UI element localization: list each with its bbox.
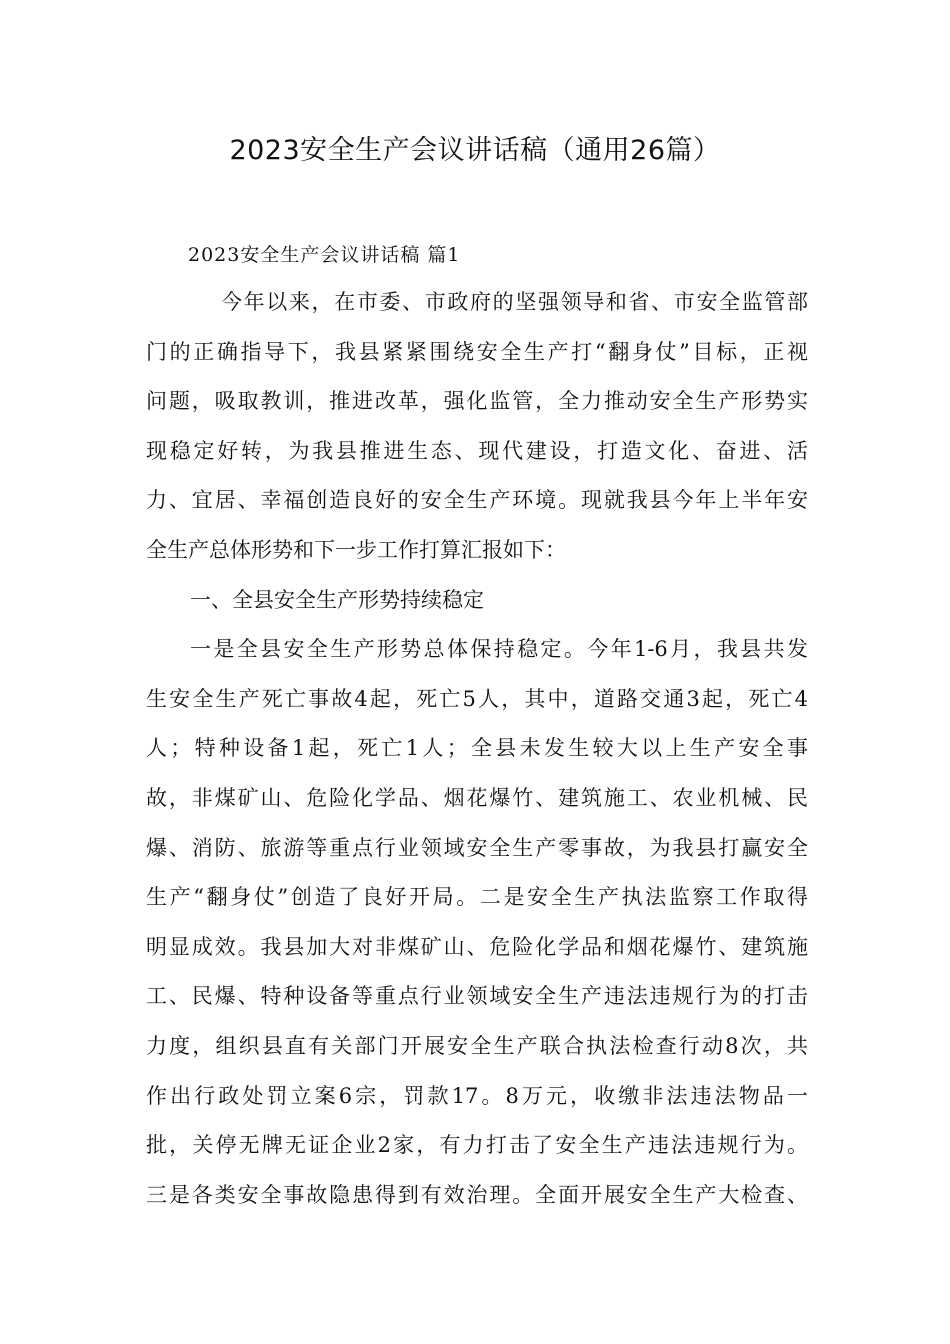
paragraph-line: 爆、消防、旅游等重点行业领域安全生产零事故，为我县打赢安全 bbox=[146, 835, 808, 860]
paragraph-line: 明显成效。我县加大对非煤矿山、危险化学品和烟花爆竹、建筑施 bbox=[146, 934, 808, 959]
section-heading: 2023安全生产会议讲话稿 篇1 bbox=[188, 244, 461, 266]
paragraph-line: 人；特种设备1起，死亡1人；全县未发生较大以上生产安全事 bbox=[146, 736, 808, 761]
paragraph-line: 故，非煤矿山、危险化学品、烟花爆竹、建筑施工、农业机械、民 bbox=[146, 785, 808, 810]
paragraph-line: 批，关停无牌无证企业2家，有力打击了安全生产违法违规行为。 bbox=[146, 1133, 808, 1158]
paragraph-line: 生安全生产死亡事故4起，死亡5人，其中，道路交通3起，死亡4 bbox=[146, 686, 808, 711]
paragraph-line: 作出行政处罚立案6宗，罚款17。8万元，收缴非法违法物品一 bbox=[146, 1083, 808, 1108]
paragraph-line: 工、民爆、特种设备等重点行业领域安全生产违法违规行为的打击 bbox=[146, 984, 808, 1009]
paragraph-line: 问题，吸取教训，推进改革，强化监管，全力推动安全生产形势实 bbox=[146, 389, 808, 414]
document-title: 2023安全生产会议讲话稿（通用26篇） bbox=[229, 135, 721, 166]
paragraph-line: 全生产总体形势和下一步工作打算汇报如下： bbox=[146, 537, 566, 562]
paragraph-line: 生产“翻身仗”创造了良好开局。二是安全生产执法监察工作取得 bbox=[146, 885, 808, 910]
subheading-line: 一、全县安全生产形势持续稳定 bbox=[190, 587, 484, 612]
paragraph-line: 力度，组织县直有关部门开展安全生产联合执法检查行动8次，共 bbox=[146, 1033, 808, 1058]
paragraph-line: 今年以来，在市委、市政府的坚强领导和省、市安全监管部 bbox=[221, 290, 808, 314]
paragraph-line: 三是各类安全事故隐患得到有效治理。全面开展安全生产大检查、 bbox=[146, 1182, 808, 1207]
paragraph-line: 一是全县安全生产形势总体保持稳定。今年1-6月，我县共发 bbox=[190, 637, 808, 662]
paragraph-line: 现稳定好转，为我县推进生态、现代建设，打造文化、奋进、活 bbox=[146, 438, 808, 463]
paragraph-line: 门的正确指导下，我县紧紧围绕安全生产打“翻身仗”目标，正视 bbox=[146, 339, 808, 364]
document-body bbox=[146, 286, 808, 1228]
paragraph-line: 力、宜居、幸福创造良好的安全生产环境。现就我县今年上半年安 bbox=[146, 488, 808, 513]
